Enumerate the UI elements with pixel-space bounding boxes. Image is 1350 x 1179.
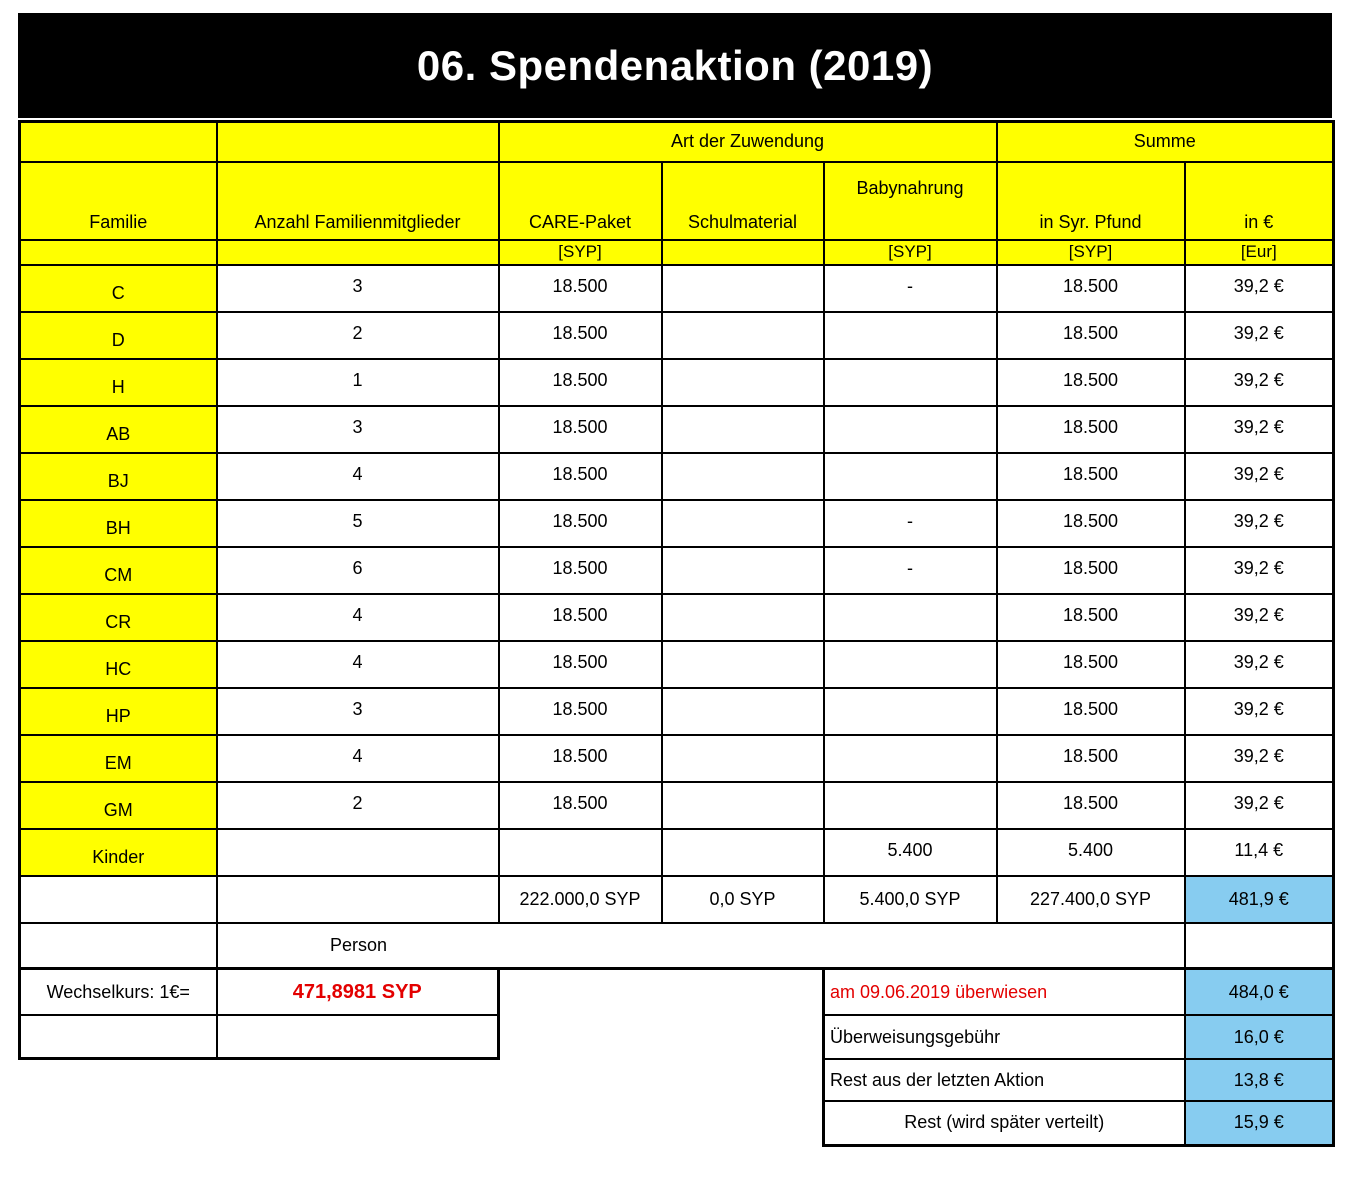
table-row	[20, 312, 1334, 359]
babynahrung-cell	[824, 594, 997, 641]
care-cell: 18.500	[499, 735, 662, 782]
familie-cell: D	[20, 312, 217, 359]
babynahrung-cell	[824, 359, 997, 406]
care-cell: 18.500	[499, 547, 662, 594]
group-blank-anzahl	[217, 122, 499, 162]
schulmaterial-cell	[662, 453, 824, 500]
familie-cell: GM	[20, 782, 217, 829]
schulmaterial-cell	[662, 782, 824, 829]
page-title: 06. Spendenaktion (2019)	[416, 41, 934, 89]
table-row	[20, 688, 1334, 735]
transfer-fee-label: Überweisungsgebühr	[824, 1015, 1185, 1059]
anzahl-header: Anzahl Familienmitglieder	[217, 162, 499, 240]
schulmaterial-unit	[662, 240, 824, 265]
syr-pfund-cell: 18.500	[997, 688, 1185, 735]
anzahl-cell: 3	[217, 688, 499, 735]
eur-cell: 39,2 €	[1185, 641, 1334, 688]
care-cell: 18.500	[499, 406, 662, 453]
transfer-row	[824, 1059, 1334, 1101]
anzahl-cell: 4	[217, 641, 499, 688]
table-row	[20, 265, 1334, 312]
care-cell: 18.500	[499, 688, 662, 735]
familie-cell: HC	[20, 641, 217, 688]
totals-blank-familie	[20, 876, 217, 923]
schulmaterial-cell	[662, 359, 824, 406]
syr-pfund-cell: 18.500	[997, 406, 1185, 453]
eur-cell: 39,2 €	[1185, 500, 1334, 547]
table-row	[20, 594, 1334, 641]
footer-section	[18, 970, 1332, 1175]
schulmaterial-header: Schulmaterial	[662, 162, 824, 240]
eur-cell: 39,2 €	[1185, 406, 1334, 453]
eur-cell: 39,2 €	[1185, 453, 1334, 500]
transfer-amount: 484,0 €	[1185, 970, 1334, 1015]
eur-cell: 39,2 €	[1185, 782, 1334, 829]
schulmaterial-cell	[662, 265, 824, 312]
transfer-row	[824, 1101, 1334, 1145]
anzahl-cell: 1	[217, 359, 499, 406]
anzahl-cell: 5	[217, 500, 499, 547]
table-row	[20, 453, 1334, 500]
familie-cell: Kinder	[20, 829, 217, 876]
exchange-rate-table	[18, 970, 500, 1060]
babynahrung-cell: -	[824, 265, 997, 312]
transfer-fee-amount: 16,0 €	[1185, 1015, 1334, 1059]
schulmaterial-cell	[662, 829, 824, 876]
care-cell: 18.500	[499, 594, 662, 641]
syr-pfund-cell: 18.500	[997, 735, 1185, 782]
totals-row	[20, 876, 1334, 923]
familie-cell: HP	[20, 688, 217, 735]
babynahrung-header: Babynahrung	[824, 162, 997, 240]
syr-pfund-header: in Syr. Pfund	[997, 162, 1185, 240]
rest-last-action-label: Rest aus der letzten Aktion	[824, 1059, 1185, 1101]
anzahl-cell: 6	[217, 547, 499, 594]
syr-pfund-unit: [SYP]	[997, 240, 1185, 265]
table-row	[20, 500, 1334, 547]
familie-cell: CR	[20, 594, 217, 641]
unit-blank-anzahl	[217, 240, 499, 265]
transfer-summary-table	[822, 970, 1335, 1147]
schulmaterial-cell	[662, 547, 824, 594]
anzahl-cell: 4	[217, 453, 499, 500]
syr-pfund-cell: 18.500	[997, 641, 1185, 688]
donation-table	[18, 120, 1335, 970]
person-row	[20, 923, 1334, 969]
eur-cell: 39,2 €	[1185, 265, 1334, 312]
care-cell: 18.500	[499, 641, 662, 688]
care-total: 222.000,0 SYP	[499, 876, 662, 923]
familie-cell: CM	[20, 547, 217, 594]
syr-pfund-cell: 18.500	[997, 453, 1185, 500]
table-row	[20, 829, 1334, 876]
eur-cell: 39,2 €	[1185, 688, 1334, 735]
familie-cell: EM	[20, 735, 217, 782]
familie-cell: H	[20, 359, 217, 406]
anzahl-cell: 3	[217, 406, 499, 453]
eur-header: in €	[1185, 162, 1334, 240]
care-cell: 18.500	[499, 265, 662, 312]
schulmaterial-cell	[662, 594, 824, 641]
eur-cell: 39,2 €	[1185, 359, 1334, 406]
table-row	[20, 406, 1334, 453]
transfer-row	[824, 970, 1334, 1015]
table-row	[20, 735, 1334, 782]
syr-pfund-cell: 5.400	[997, 829, 1185, 876]
person-label: Person	[329, 934, 388, 955]
rest-last-action-amount: 13,8 €	[1185, 1059, 1334, 1101]
syr-pfund-cell: 18.500	[997, 547, 1185, 594]
syr-pfund-cell: 18.500	[997, 782, 1185, 829]
exchange-blank-left	[20, 1015, 217, 1058]
anzahl-cell	[217, 829, 499, 876]
syr-pfund-cell: 18.500	[997, 359, 1185, 406]
care-cell: 18.500	[499, 312, 662, 359]
table-row	[20, 359, 1334, 406]
familie-header: Familie	[20, 162, 217, 240]
schulmaterial-cell	[662, 500, 824, 547]
eur-cell: 39,2 €	[1185, 547, 1334, 594]
eur-cell: 39,2 €	[1185, 594, 1334, 641]
person-blank-right	[1185, 923, 1334, 969]
person-merged-cell	[217, 923, 1185, 969]
eur-cell: 39,2 €	[1185, 735, 1334, 782]
babynahrung-cell	[824, 782, 997, 829]
babynahrung-cell	[824, 688, 997, 735]
syr-pfund-cell: 18.500	[997, 500, 1185, 547]
schulmaterial-cell	[662, 312, 824, 359]
anzahl-cell: 2	[217, 782, 499, 829]
anzahl-cell: 2	[217, 312, 499, 359]
schulmaterial-cell	[662, 688, 824, 735]
unit-blank-familie	[20, 240, 217, 265]
babynahrung-total: 5.400,0 SYP	[824, 876, 997, 923]
anzahl-cell: 4	[217, 594, 499, 641]
table-row	[20, 547, 1334, 594]
eur-cell: 39,2 €	[1185, 312, 1334, 359]
babynahrung-cell	[824, 641, 997, 688]
person-blank-left	[20, 923, 217, 969]
syr-pfund-cell: 18.500	[997, 312, 1185, 359]
care-cell	[499, 829, 662, 876]
babynahrung-cell	[824, 735, 997, 782]
rest-later-label: Rest (wird später verteilt)	[824, 1101, 1185, 1145]
familie-cell: BH	[20, 500, 217, 547]
table-row	[20, 782, 1334, 829]
familie-cell: C	[20, 265, 217, 312]
schulmaterial-total: 0,0 SYP	[662, 876, 824, 923]
babynahrung-cell	[824, 406, 997, 453]
eur-total: 481,9 €	[1185, 876, 1334, 923]
syr-pfund-cell: 18.500	[997, 594, 1185, 641]
babynahrung-cell	[824, 453, 997, 500]
care-cell: 18.500	[499, 453, 662, 500]
exchange-rate-empty-row	[20, 1015, 499, 1058]
babynahrung-cell: -	[824, 500, 997, 547]
care-cell: 18.500	[499, 359, 662, 406]
unit-row	[20, 240, 1334, 265]
exchange-rate-label: Wechselkurs: 1€=	[20, 970, 217, 1015]
transfer-date-label: am 09.06.2019 überwiesen	[824, 970, 1185, 1015]
syr-pfund-total: 227.400,0 SYP	[997, 876, 1185, 923]
totals-blank-anzahl	[217, 876, 499, 923]
title-bar	[18, 13, 1332, 118]
care-cell: 18.500	[499, 500, 662, 547]
babynahrung-cell: -	[824, 547, 997, 594]
group-blank-familie	[20, 122, 217, 162]
babynahrung-cell: 5.400	[824, 829, 997, 876]
anzahl-cell: 4	[217, 735, 499, 782]
exchange-rate-value: 471,8981 SYP	[217, 970, 499, 1015]
familie-cell: AB	[20, 406, 217, 453]
group-header-row	[20, 122, 1334, 162]
care-cell: 18.500	[499, 782, 662, 829]
group-header-summe: Summe	[997, 122, 1334, 162]
schulmaterial-cell	[662, 735, 824, 782]
syr-pfund-cell: 18.500	[997, 265, 1185, 312]
column-header-row	[20, 162, 1334, 240]
rest-later-amount: 15,9 €	[1185, 1101, 1334, 1145]
familie-cell: BJ	[20, 453, 217, 500]
care-unit: [SYP]	[499, 240, 662, 265]
table-row	[20, 641, 1334, 688]
care-header: CARE-Paket	[499, 162, 662, 240]
schulmaterial-cell	[662, 406, 824, 453]
exchange-rate-row	[20, 970, 499, 1015]
schulmaterial-cell	[662, 641, 824, 688]
exchange-blank-right	[217, 1015, 499, 1058]
babynahrung-cell	[824, 312, 997, 359]
eur-unit: [Eur]	[1185, 240, 1334, 265]
group-header-zuwendung: Art der Zuwendung	[499, 122, 997, 162]
babynahrung-unit: [SYP]	[824, 240, 997, 265]
transfer-row	[824, 1015, 1334, 1059]
anzahl-cell: 3	[217, 265, 499, 312]
eur-cell: 11,4 €	[1185, 829, 1334, 876]
